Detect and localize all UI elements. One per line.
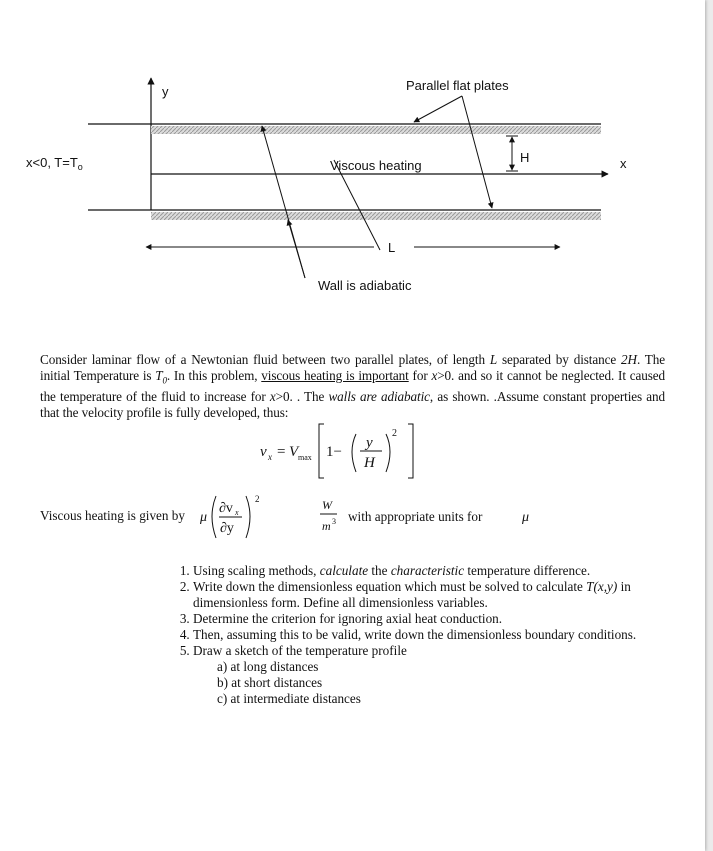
intro-text-3: . The initial Temperature is <box>40 352 666 383</box>
q1-text-a: Using scaling methods, <box>193 563 320 578</box>
top-plate-hatch <box>151 126 601 134</box>
plates-leader-top <box>414 96 462 122</box>
question-2 <box>193 579 668 611</box>
eq-equals: = <box>277 444 286 460</box>
eq-V: V <box>289 444 299 460</box>
vh-tail: with appropriate units for <box>348 509 483 524</box>
intro-underlined: viscous heating is important <box>261 368 409 383</box>
vh-left-paren <box>212 496 216 538</box>
eq-power: 2 <box>392 428 397 439</box>
intro-text-2: separated by distance <box>497 352 622 367</box>
velocity-equation <box>258 420 458 482</box>
vh-power: 2 <box>255 494 260 504</box>
q1-characteristic: characteristic <box>390 563 465 578</box>
intro-T0-sub: 0 <box>162 375 167 386</box>
question-list <box>168 563 668 707</box>
vh-unit-den-power: 3 <box>332 517 336 526</box>
intro-T0: T <box>155 368 163 383</box>
heating-label: Viscous heating <box>330 158 422 173</box>
plates-label: Parallel flat plates <box>406 78 509 93</box>
intro-walls: walls are adiabatic <box>328 388 430 404</box>
q2-text-c: in dimensionless form. Define all dimensionless variables. <box>193 579 631 610</box>
intro-paragraph <box>40 352 665 421</box>
intro-x-2: x <box>269 388 276 404</box>
eq-x-sub: x <box>268 452 272 462</box>
wall-leader-bottom <box>288 220 305 278</box>
q5-part-b: b) at short distances <box>217 675 323 690</box>
y-axis-label: y <box>162 84 169 99</box>
inlet-label-main: x<0, T=T <box>26 155 78 170</box>
vh-right-paren <box>246 496 250 538</box>
vh-expression <box>200 492 680 542</box>
intro-text-5: for <box>408 368 432 383</box>
bottom-plate-hatch <box>151 212 601 220</box>
question-3 <box>193 611 668 627</box>
intro-x-1: x <box>431 368 438 383</box>
flow-diagram <box>0 60 705 300</box>
l-label: L <box>388 240 396 255</box>
q5-part-a: a) at long distances <box>217 659 319 674</box>
intro-text-1: Consider laminar flow of a Newtonian fluid between two parallel plates, of length <box>40 352 490 367</box>
x-axis-label: x <box>620 156 627 171</box>
eq-v: v <box>260 444 267 460</box>
vh-vx-sub: x <box>235 508 239 517</box>
plates-leader-bottom <box>462 96 492 208</box>
intro-text-6: >0. and so it cannot be neglected. It caused the temperature of the fluid to increase for <box>40 368 665 404</box>
q1-text-c: the <box>368 563 391 578</box>
eq-right-bracket <box>408 424 413 478</box>
vh-unit-den: m <box>322 519 331 533</box>
inlet-label <box>26 155 83 172</box>
eq-left-paren <box>352 434 356 472</box>
question-5 <box>193 643 668 707</box>
eq-left-bracket <box>319 424 324 478</box>
viscous-heating-line <box>40 492 680 542</box>
intro-text-4: . In this problem, <box>166 368 262 383</box>
q2-text-a: Write down the dimensionless equation which must be solved to calculate <box>193 579 587 594</box>
vh-mu2: μ <box>522 510 530 525</box>
h-label: H <box>520 150 530 165</box>
q5-text: Draw a sketch of the temperature profile <box>193 643 407 658</box>
vh-partial-vx: ∂v <box>219 501 233 516</box>
intro-text-8: , as shown. .Assume constant properties and that the velocity profile is fully developed, thus: <box>40 388 665 420</box>
q1-text-e: temperature difference. <box>464 563 591 578</box>
q3-text: Determine the criterion for ignoring axial heat conduction. <box>193 611 503 626</box>
intro-distance-2H: 2H <box>621 352 637 367</box>
q5-part-c: c) at intermediate distances <box>217 691 361 706</box>
vh-mu: μ <box>200 510 208 525</box>
wall-label: Wall is adiabatic <box>318 278 412 293</box>
vh-unit-num: W <box>322 498 332 512</box>
q1-calculate: calculate <box>319 563 369 578</box>
q2-txy: T(x,y) <box>586 579 618 594</box>
eq-one-minus: 1− <box>326 444 342 460</box>
eq-right-paren <box>386 434 390 472</box>
eq-y: y <box>366 435 373 451</box>
vh-lead: Viscous heating is given by <box>40 508 185 523</box>
intro-length-L: L <box>489 352 498 367</box>
question-4 <box>193 627 668 643</box>
vh-partial-y: ∂y <box>220 521 234 536</box>
eq-H: H <box>364 455 375 471</box>
eq-max-sub: max <box>298 453 312 462</box>
inlet-label-sub: o <box>77 162 83 172</box>
intro-text-7: >0. . The <box>275 388 329 404</box>
q4-text: Then, assuming this to be valid, write down the dimensionless boundary conditions. <box>193 627 637 642</box>
question-1 <box>193 563 668 579</box>
